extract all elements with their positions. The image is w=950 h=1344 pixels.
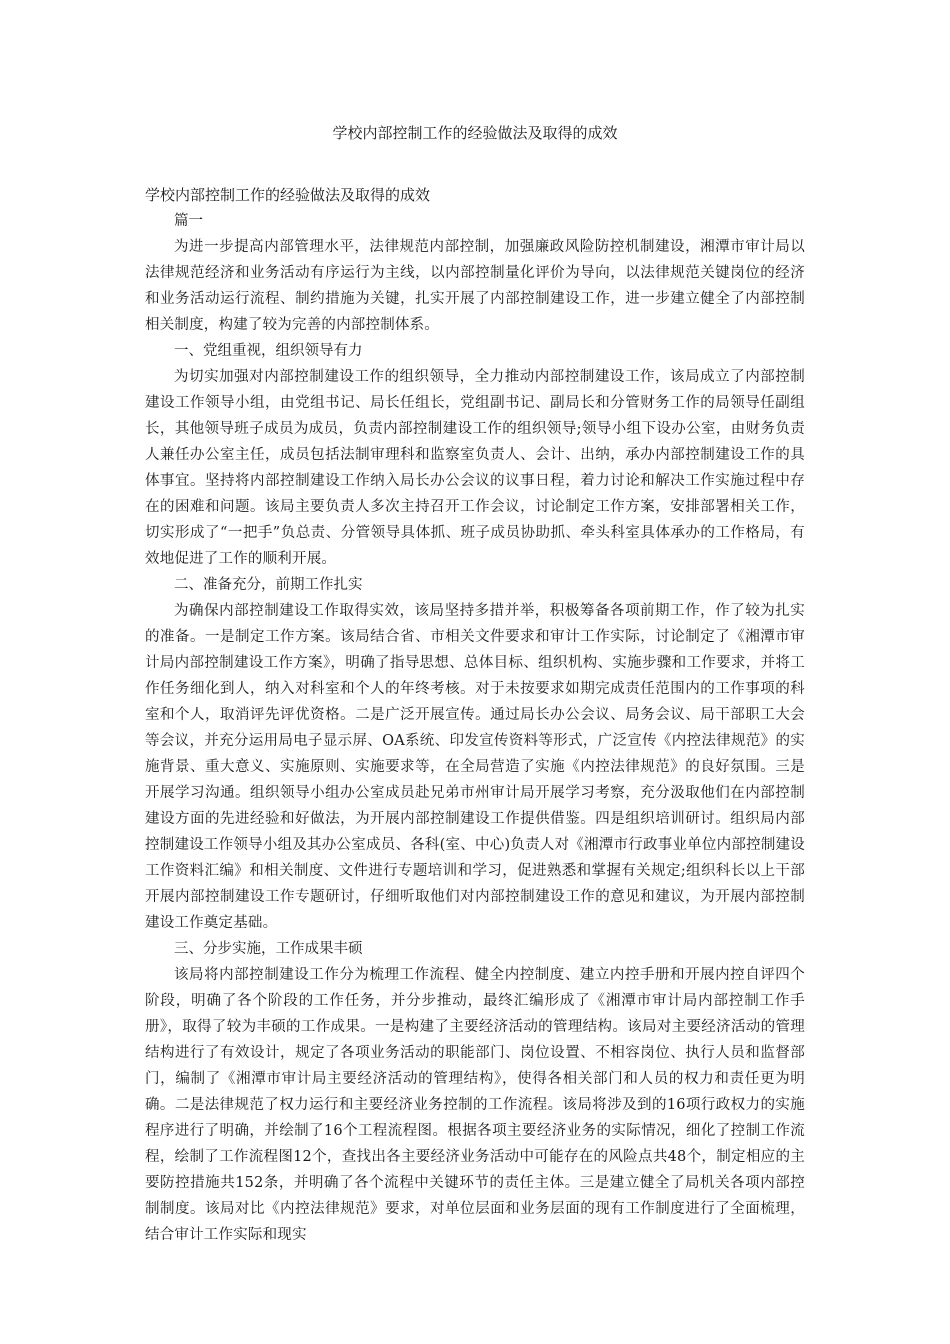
document-subtitle: 学校内部控制工作的经验做法及取得的成效 xyxy=(145,186,431,204)
section-heading-2: 二、准备充分，前期工作扎实 xyxy=(174,577,363,593)
intro-paragraph: 为进一步提高内部管理水平，法律规范内部控制，加强廉政风险防控机制建设，湘潭市审计局以法律规范经济和业务活动有序运行为主线，以内部控制量化评价为导向，以法律规范关键岗位的经济和业务活动运行流程、制约措施为关键，扎实开展了内部控制建设工作，进一步建立健全了内部控制相关制度，构建了较为完善的内部控制体系。 xyxy=(145,239,805,333)
document-page xyxy=(145,122,805,1248)
section-body-2: 为确保内部控制建设工作取得实效，该局坚持多措并举，积极筹备各项前期工作，作了较为扎实的准备。一是制定工作方案。该局结合省、市相关文件要求和审计工作实际，讨论制定了《湘潭市审计局内部控制建设工作方案》，明确了指导思想、总体目标、组织机构、实施步骤和工作要求，并将工作任务细化到人，纳入对科室和个人的年终考核。对于未按要求如期完成责任范围内的工作事项的科室和个人，取消评先评优资格。二是广泛开展宣传。通过局长办公会议、局务会议、局干部职工大会等会议，并充分运用局电子显示屏、OA系统、印发宣传资料等形式，广泛宣传《内控法律规范》的实施背景、重大意义、实施原则、实施要求等，在全局营造了实施《内控法律规范》的良好氛围。三是开展学习沟通。组织领导小组办公室成员赴兄弟市州审计局开展学习考察，充分汲取他们在内部控制建设方面的先进经验和好做法，为开展内部控制建设工作提供借鉴。四是组织培训研讨。组织局内部控制建设工作领导小组及其办公室成员、各科(室、中心)负责人对《湘潭市行政事业单位内部控制建设工作资料汇编》和相关制度、文件进行专题培训和学习，促进熟悉和掌握有关规定;组织科长以上干部开展内部控制建设工作专题研讨，仔细听取他们对内部控制建设工作的意见和建议，为开展内部控制建设工作奠定基础。 xyxy=(145,603,805,931)
section-heading-3: 三、分步实施，工作成果丰硕 xyxy=(174,941,363,957)
part-label: 篇一 xyxy=(174,213,203,229)
document-title: 学校内部控制工作的经验做法及取得的成效 xyxy=(332,124,618,142)
section-body-3: 该局将内部控制建设工作分为梳理工作流程、健全内控制度、建立内控手册和开展内控自评四个阶段，明确了各个阶段的工作任务，并分步推动，最终汇编形成了《湘潭市审计局内部控制工作手册》，取得了较为丰硕的工作成果。一是构建了主要经济活动的管理结构。该局对主要经济活动的管理结构进行了有效设计，规定了各项业务活动的职能部门、岗位设置、不相容岗位、执行人员和监督部门，编制了《湘潭市审计局主要经济活动的管理结构》，使得各相关部门和人员的权力和责任更为明确。二是法律规范了权力运行和主要经济业务控制的工作流程。该局将涉及到的16项行政权力的实施程序进行了明确，并绘制了16个工程流程图。根据各项主要经济业务的实际情况，细化了控制工作流程，绘制了工作流程图12个，查找出各主要经济业务活动中可能存在的风险点共48个，制定相应的主要防控措施共152条，并明确了各个流程中关键环节的责任主体。三是建立健全了局机关各项内部控制制度。该局对比《内控法律规范》要求，对单位层面和业务层面的现有工作制度进行了全面梳理，结合审计工作实际和现实 xyxy=(145,967,805,1243)
section-heading-1: 一、党组重视，组织领导有力 xyxy=(174,343,363,359)
section-body-1: 为切实加强对内部控制建设工作的组织领导，全力推动内部控制建设工作，该局成立了内部控制建设工作领导小组，由党组书记、局长任组长，党组副书记、副局长和分管财务工作的局领导任副组长，其他领导班子成员为成员，负责内部控制建设工作的组织领导;领导小组下设办公室，由财务负责人兼任办公室主任，成员包括法制审理科和监察室负责人、会计、出纳，承办内部控制建设工作的具体事宜。坚持将内部控制建设工作纳入局长办公会议的议事日程，着力讨论和解决工作实施过程中存在的困难和问题。该局主要负责人多次主持召开工作会议，讨论制定工作方案，安排部署相关工作，切实形成了“一把手”负总责、分管领导具体抓、班子成员协助抓、牵头科室具体承办的工作格局，有效地促进了工作的顺利开展。 xyxy=(145,369,805,567)
